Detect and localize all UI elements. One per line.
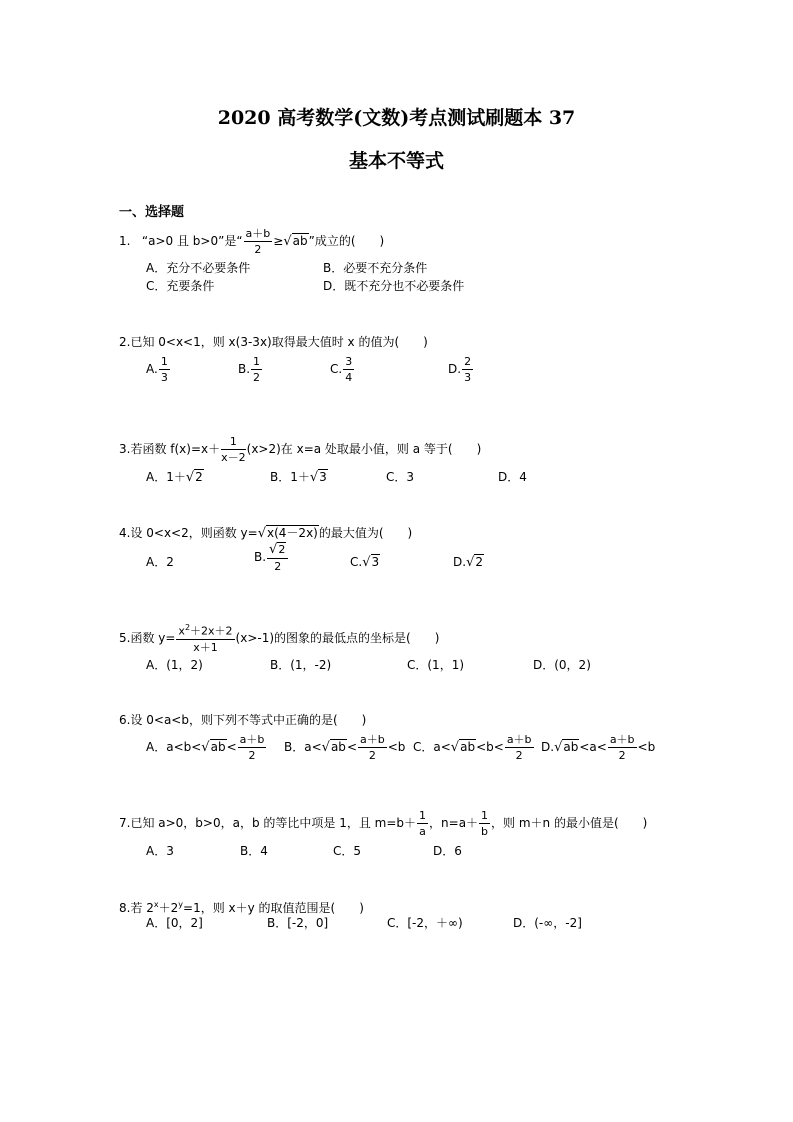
q2-option-c[interactable]: C. $\frac{3}{4}$	[330, 355, 353, 384]
q8-option-b[interactable]: B．[-2，0]	[267, 916, 329, 930]
q6-option-c[interactable]: C．a<√ab<b< $\frac{a+b}{2}$	[413, 733, 532, 762]
question-4-stem: 4.设 0<x<2，则函数 y=√x(4－2x)的最大值为( )	[119, 523, 412, 544]
question-3-stem: 3.若函数 f(x)=x＋ $\frac{1}{x-2}$ (x>2)在 x=a 处取最小值，则 a 等于( )	[119, 435, 482, 464]
q6-option-a[interactable]: A．a<b<√ab< $\frac{a+b}{2}$	[146, 733, 265, 762]
question-number: 1.	[119, 234, 131, 248]
q8-option-a[interactable]: A．[0，2]	[146, 916, 203, 930]
q7-option-d[interactable]: D．6	[433, 844, 462, 858]
q7-option-b[interactable]: B．4	[240, 844, 268, 858]
q4-option-d[interactable]: D.√2	[453, 555, 483, 570]
section-heading: 一、选择题	[119, 205, 185, 220]
fraction: $\frac{x^2+2x+2}{x+1}$	[178, 623, 233, 654]
q7-option-c[interactable]: C．5	[333, 844, 362, 858]
square-root: √ab	[283, 234, 308, 249]
q1-option-a[interactable]: A．充分不必要条件	[146, 261, 251, 275]
q3-option-a[interactable]: A．1＋√2	[146, 470, 203, 485]
question-6-stem: 6.设 0<a<b，则下列不等式中正确的是( )	[119, 713, 367, 727]
q6-option-b[interactable]: B．a<√ab< $\frac{a+b}{2}$ <b	[284, 733, 406, 762]
fraction: $\frac{1}{x-2}$	[221, 435, 246, 464]
q6-option-d[interactable]: D.√ab<a< $\frac{a+b}{2}$ <b	[541, 733, 656, 762]
q4-option-c[interactable]: C.√3	[350, 555, 380, 570]
question-8-stem: 8.若 $2^x+2^y=1$，则 x＋y 的取值范围是( )	[119, 900, 364, 915]
q3-option-b[interactable]: B．1＋√3	[270, 470, 327, 485]
q3-option-c[interactable]: C．3	[386, 470, 415, 484]
q7-option-a[interactable]: A．3	[146, 844, 174, 858]
q2-option-d[interactable]: D. $\frac{2}{3}$	[448, 355, 472, 384]
question-1-stem: 1. “a>0 且 b>0”是“ $\frac{a+b}{2}$ ≥√ab”成立的( )	[119, 227, 385, 256]
q4-option-b[interactable]: B. $\frac{√2}{2}$	[254, 543, 289, 572]
q5-option-c[interactable]: C．(1，1)	[407, 658, 465, 672]
q8-option-c[interactable]: C．[-2，＋∞)	[387, 916, 463, 930]
question-7-stem: 7.已知 a>0，b>0，a，b 的等比中项是 1，且 m=b＋ $\frac{1}{a}$ ，n=a＋ $\frac{1}{b}$ ，则 m＋n 的最小值是( )	[119, 809, 648, 838]
question-2-stem: 2.已知 0<x<1，则 x(3-3x)取得最大值时 x 的值为( )	[119, 335, 428, 349]
q8-option-d[interactable]: D．(-∞，-2]	[513, 916, 582, 930]
document-subtitle: 基本不等式	[348, 150, 444, 172]
q5-option-b[interactable]: B．(1，-2)	[270, 658, 332, 672]
fraction: $\frac{a+b}{2}$	[245, 227, 271, 256]
q2-option-a[interactable]: A. $\frac{1}{3}$	[146, 355, 168, 384]
q2-option-b[interactable]: B. $\frac{1}{2}$	[238, 355, 261, 384]
q1-option-b[interactable]: B．必要不充分条件	[323, 261, 428, 275]
q5-option-a[interactable]: A．(1，2)	[146, 658, 203, 672]
question-5-stem: 5.函数 y= $\frac{x^2+2x+2}{x+1}$ (x>-1)的图象的最低点的坐标是( )	[119, 623, 440, 654]
q5-option-d[interactable]: D．(0，2)	[533, 658, 591, 672]
q4-option-a[interactable]: A．2	[146, 555, 174, 569]
document-title: 2020 高考数学(文数)考点测试刷题本 37	[217, 107, 576, 129]
q1-option-d[interactable]: D．既不充分也不必要条件	[323, 279, 465, 293]
square-root: √x(4－2x)	[257, 526, 318, 541]
q3-option-d[interactable]: D．4	[498, 470, 527, 484]
q1-option-c[interactable]: C．充要条件	[146, 279, 215, 293]
